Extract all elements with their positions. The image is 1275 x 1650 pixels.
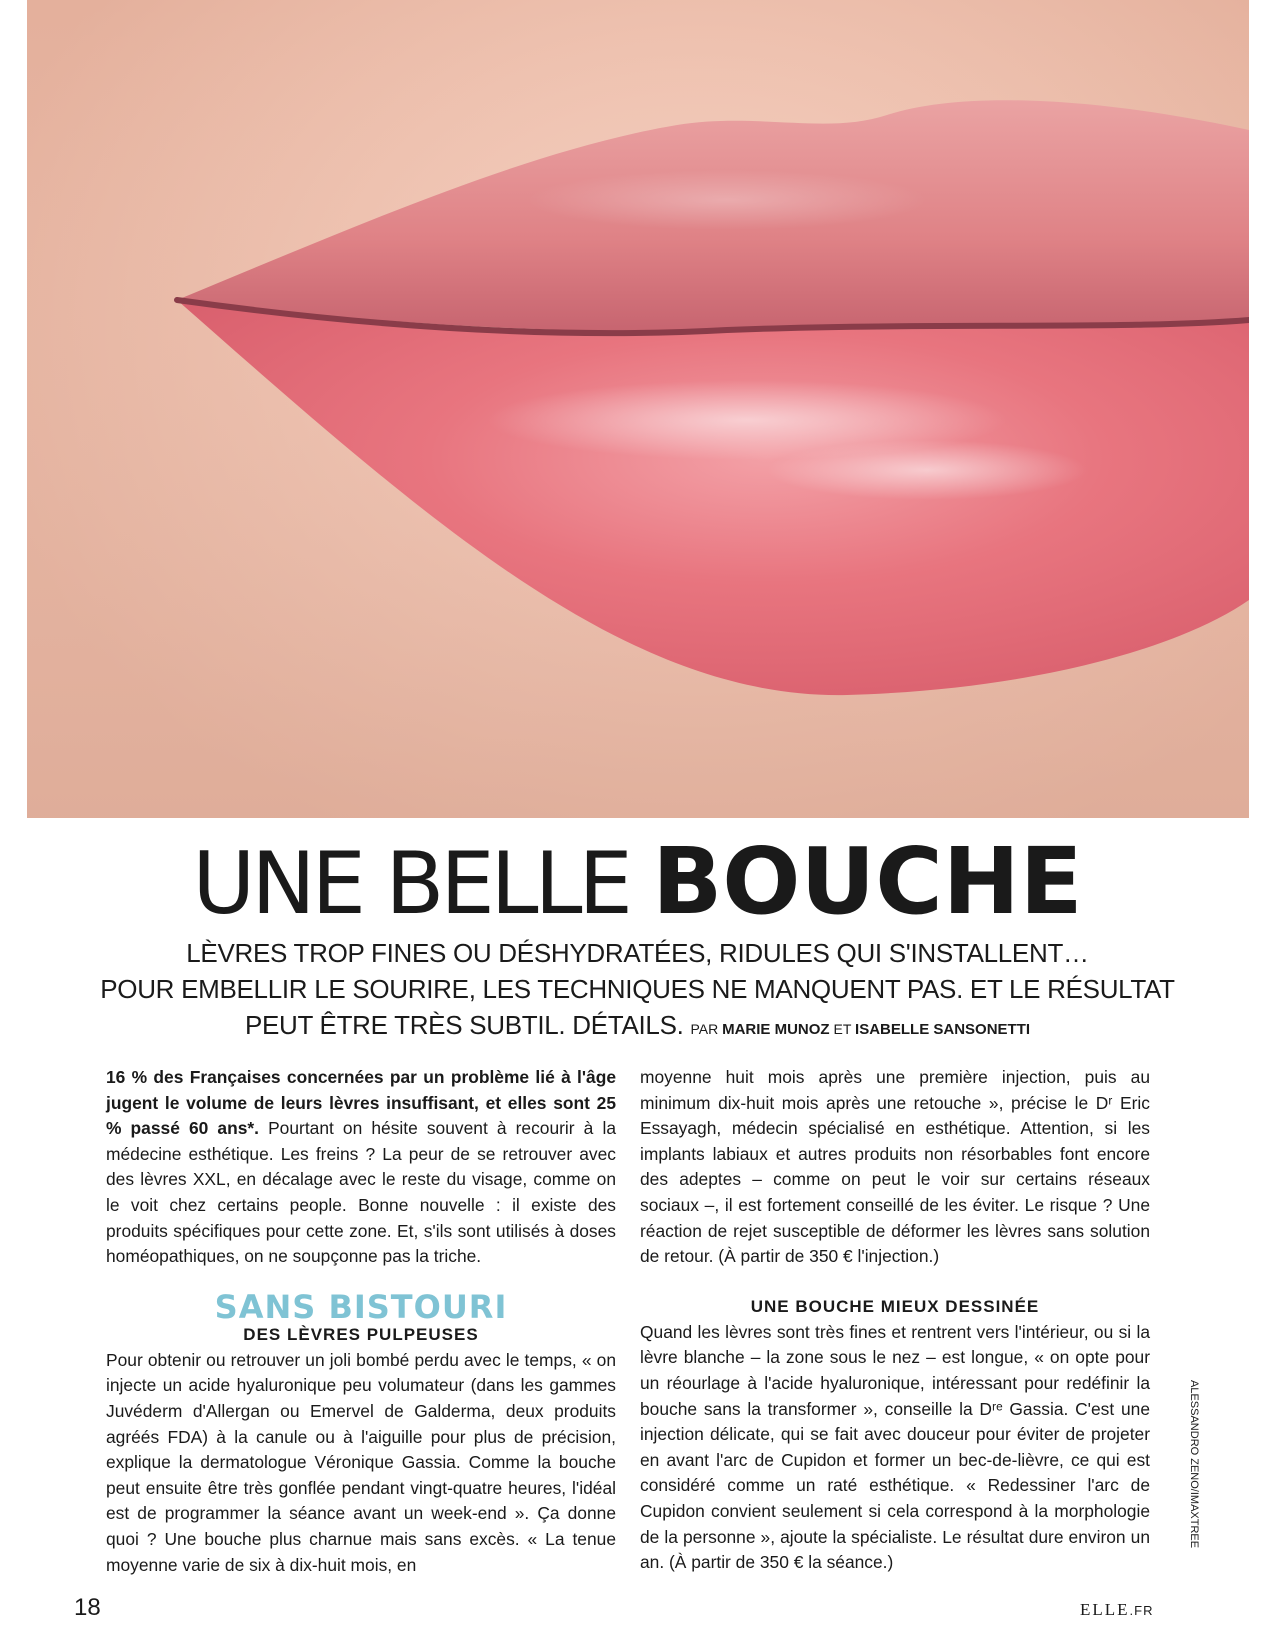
byline: [690, 1021, 1030, 1037]
intro-paragraph: [106, 1065, 616, 1270]
left-column: [106, 1065, 616, 1578]
section-body-left: Pour obtenir ou retrouver un joli bombé perdu avec le temps, « on injecte un acide hyaluronique peu volumateur (dans les gammes Juvéderm d'Allergan ou Emervel de Galderma, deux produits agréés FDA) à la canule ou à l'aiguille pour plus de précision, explique la dermatologue Véronique Gassia. Comme la bouche peut ensuite être très gonflée pendant vingt-quatre heures, l'idéal est de programmer la séance avant un week-end ». Ça donne quoi ? Une bouche plus charnue mais sans excès. « La tenue moyenne varie de six à dix-huit mois, en: [106, 1349, 616, 1575]
section-body-right: Quand les lèvres sont très fines et rentrent vers l'intérieur, ou si la lèvre blanche – la zone sous le nez – est longue, « on opte pour un réourlage à l'acide hyaluronique, intéressant pour redéfinir la bouche sans la transformer », conseille la Dʳᵉ Gassia. C'est une injection délicate, qui se fait avec douceur pour éviter de projeter en avant l'arc de Cupidon et former un bec-de-lièvre, ce qui est considéré comme un raté esthétique. « Redessiner l'arc de Cupidon convient seulement si cela correspond à la morphologie de la personne », ajoute la spécialiste. Le résultat dure environ un an. (À partir de 350 € la séance.): [640, 1321, 1150, 1573]
continued-paragraph: moyenne huit mois après une première injection, puis au minimum dix-huit mois après une retouche », précise le Dʳ Eric Essayagh, médecin spécialisé en esthétique. Attention, si les implants labiaux et autres produits non résorbables font encore des adeptes – comme on peut le voir sur certains réseaux sociaux –, il est fortement conseillé de les éviter. Le risque ? Une réaction de rejet susceptible de déformer les lèvres sans solution de retour. (À partir de 350 € l'injection.): [640, 1067, 1150, 1267]
right-column: [640, 1065, 1150, 1576]
deck-line-3: [60, 1007, 1215, 1048]
author-2: ISABELLE SANSONETTI: [855, 1021, 1031, 1038]
headline-bold: BOUCHE: [652, 828, 1083, 935]
author-1: MARIE MUNOZ: [722, 1021, 830, 1038]
intro-bold-text: 16 % des Françaises concernées par un problème lié à l'âge jugent le volume de leurs lèvres insuffisant, et elles sont 25 % passé 60 ans*.: [106, 1067, 616, 1139]
article-headline: [0, 828, 1275, 935]
brand-footer: [1080, 1600, 1154, 1620]
section-title-left: DES LÈVRES PULPEUSES: [243, 1324, 479, 1344]
lips-photo: [27, 0, 1249, 818]
brand-name: ELLE: [1080, 1600, 1130, 1619]
brand-domain: .FR: [1129, 1603, 1154, 1618]
lips-illustration: [27, 0, 1249, 818]
headline-light: UNE BELLE: [192, 834, 653, 934]
section-kicker: SANS BISTOURI: [214, 1287, 508, 1326]
deck-line-2: POUR EMBELLIR LE SOURIRE, LES TECHNIQUES NE MANQUENT PAS. ET LE RÉSULTAT: [100, 974, 1175, 1004]
article-deck: [60, 935, 1215, 1048]
photo-credit: ALESSANDRO ZENO/IMAXTREE: [1188, 1380, 1200, 1549]
deck-line-3-text: PEUT ÊTRE TRÈS SUBTIL. DÉTAILS.: [244, 1010, 684, 1040]
deck-line-1: LÈVRES TROP FINES OU DÉSHYDRATÉES, RIDULES QUI S'INSTALLENT…: [186, 938, 1089, 968]
intro-rest-text: Pourtant on hésite souvent à recourir à la médecine esthétique. Les freins ? La peur de se retrouver avec des lèvres XXL, en décalage avec le reste du visage, comme on le voit chez certains people. Bonne nouvelle : il existe des produits spécifiques pour cette zone. Et, s'ils sont utilisés à doses homéopathiques, on ne soupçonne pas la triche.: [106, 1118, 616, 1267]
byline-et: ET: [829, 1021, 856, 1037]
page-number: 18: [74, 1594, 101, 1621]
byline-par: PAR: [690, 1021, 723, 1037]
section-title-right: UNE BOUCHE MIEUX DESSINÉE: [750, 1296, 1040, 1316]
